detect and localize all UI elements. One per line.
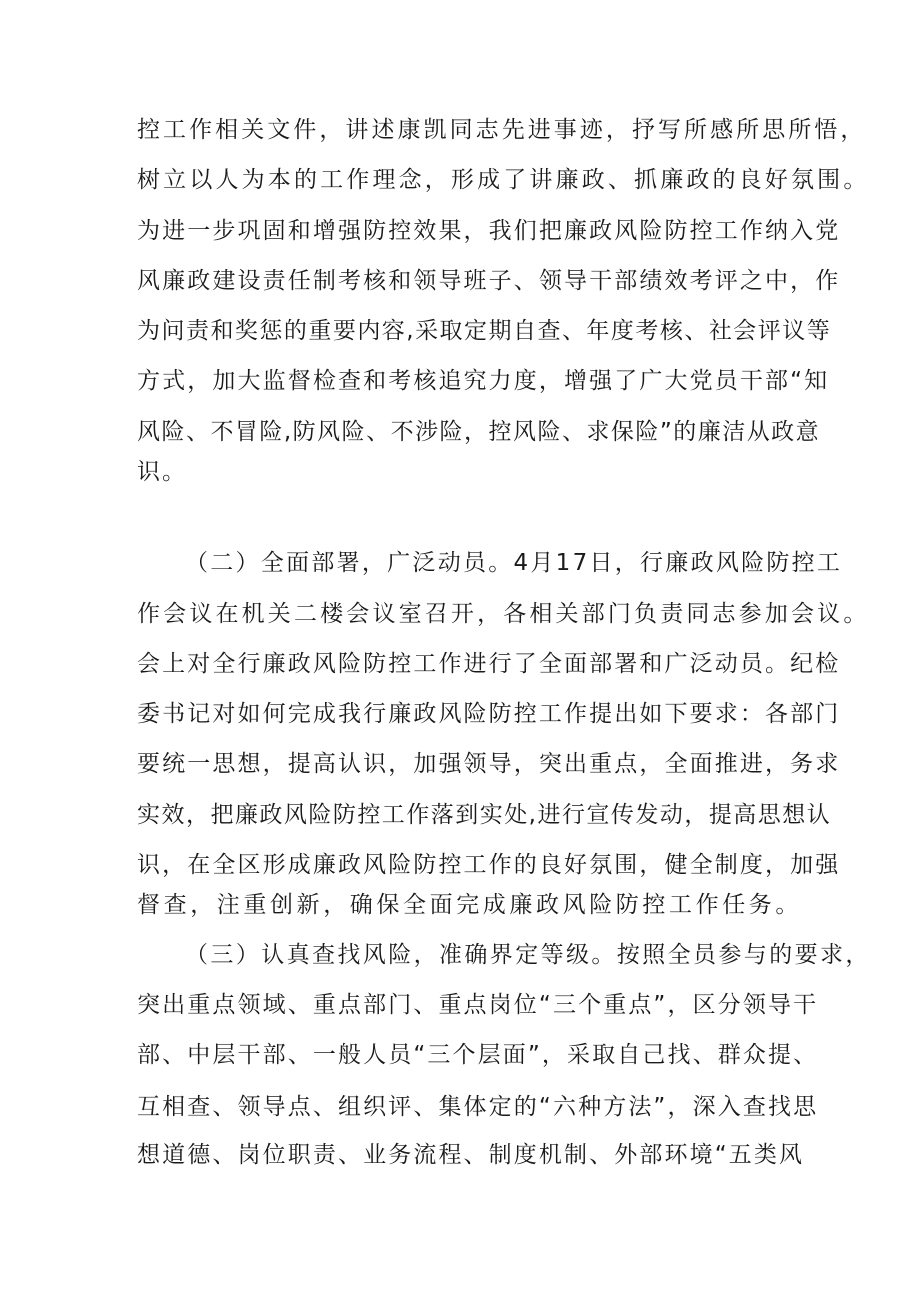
text-line: 风廉政建设责任制考核和领导班子、领导干部绩效考评之中，作 — [137, 268, 841, 294]
text-line: 为问责和奖惩的重要内容,采取定期自查、年度考核、社会评议等 — [137, 318, 832, 344]
text-line: 想道德、岗位职责、业务流程、制度机制、外部环境“五类风 — [137, 1142, 805, 1168]
text-line: 督查，注重创新，确保全面完成廉政风险防控工作任务。 — [137, 892, 802, 918]
text-line: 风险、不冒险,防风险、不涉险，控风险、求保险”的廉洁从政意 — [137, 419, 821, 445]
text-line: 突出重点领域、重点部门、重点岗位“三个重点”，区分领导干 — [137, 992, 819, 1018]
text-line: 委书记对如何完成我行廉政风险防控工作提出如下要求：各部门 — [137, 701, 841, 727]
text-line: （二）全面部署，广泛动员。4月17日，行廉政风险防控工 — [185, 550, 843, 576]
text-line: 识。 — [137, 459, 187, 485]
text-line: 方式，加大监督检查和考核追究力度，增强了广大党员干部“知 — [137, 368, 830, 394]
text-line: 部、中层干部、一般人员“三个层面”，采取自己找、群众提、 — [137, 1042, 819, 1068]
text-line: 会上对全行廉政风险防控工作进行了全面部署和广泛动员。纪检 — [137, 651, 841, 677]
text-line: 互相查、领导点、组织评、集体定的“六种方法”，深入查找思 — [137, 1094, 819, 1120]
text-line: 控工作相关文件，讲述康凯同志先进事迹，抒写所感所思所悟， — [137, 117, 867, 143]
text-line: （三）认真查找风险，准确界定等级。按照全员参与的要求， — [185, 942, 871, 968]
text-line: 实效，把廉政风险防控工作落到实处,进行宣传发动，提高思想认 — [137, 802, 832, 828]
text-line: 识，在全区形成廉政风险防控工作的良好氛围，健全制度，加强 — [137, 852, 841, 878]
text-line: 要统一思想，提高认识，加强领导，突出重点，全面推进，务求 — [137, 751, 841, 777]
text-line: 为进一步巩固和增强防控效果，我们把廉政风险防控工作纳入党 — [137, 218, 841, 244]
text-line: 作会议在机关二楼会议室召开，各相关部门负责同志参加会议。 — [137, 601, 870, 627]
text-line: 树立以人为本的工作理念，形成了讲廉政、抓廉政的良好氛围。 — [137, 167, 870, 193]
